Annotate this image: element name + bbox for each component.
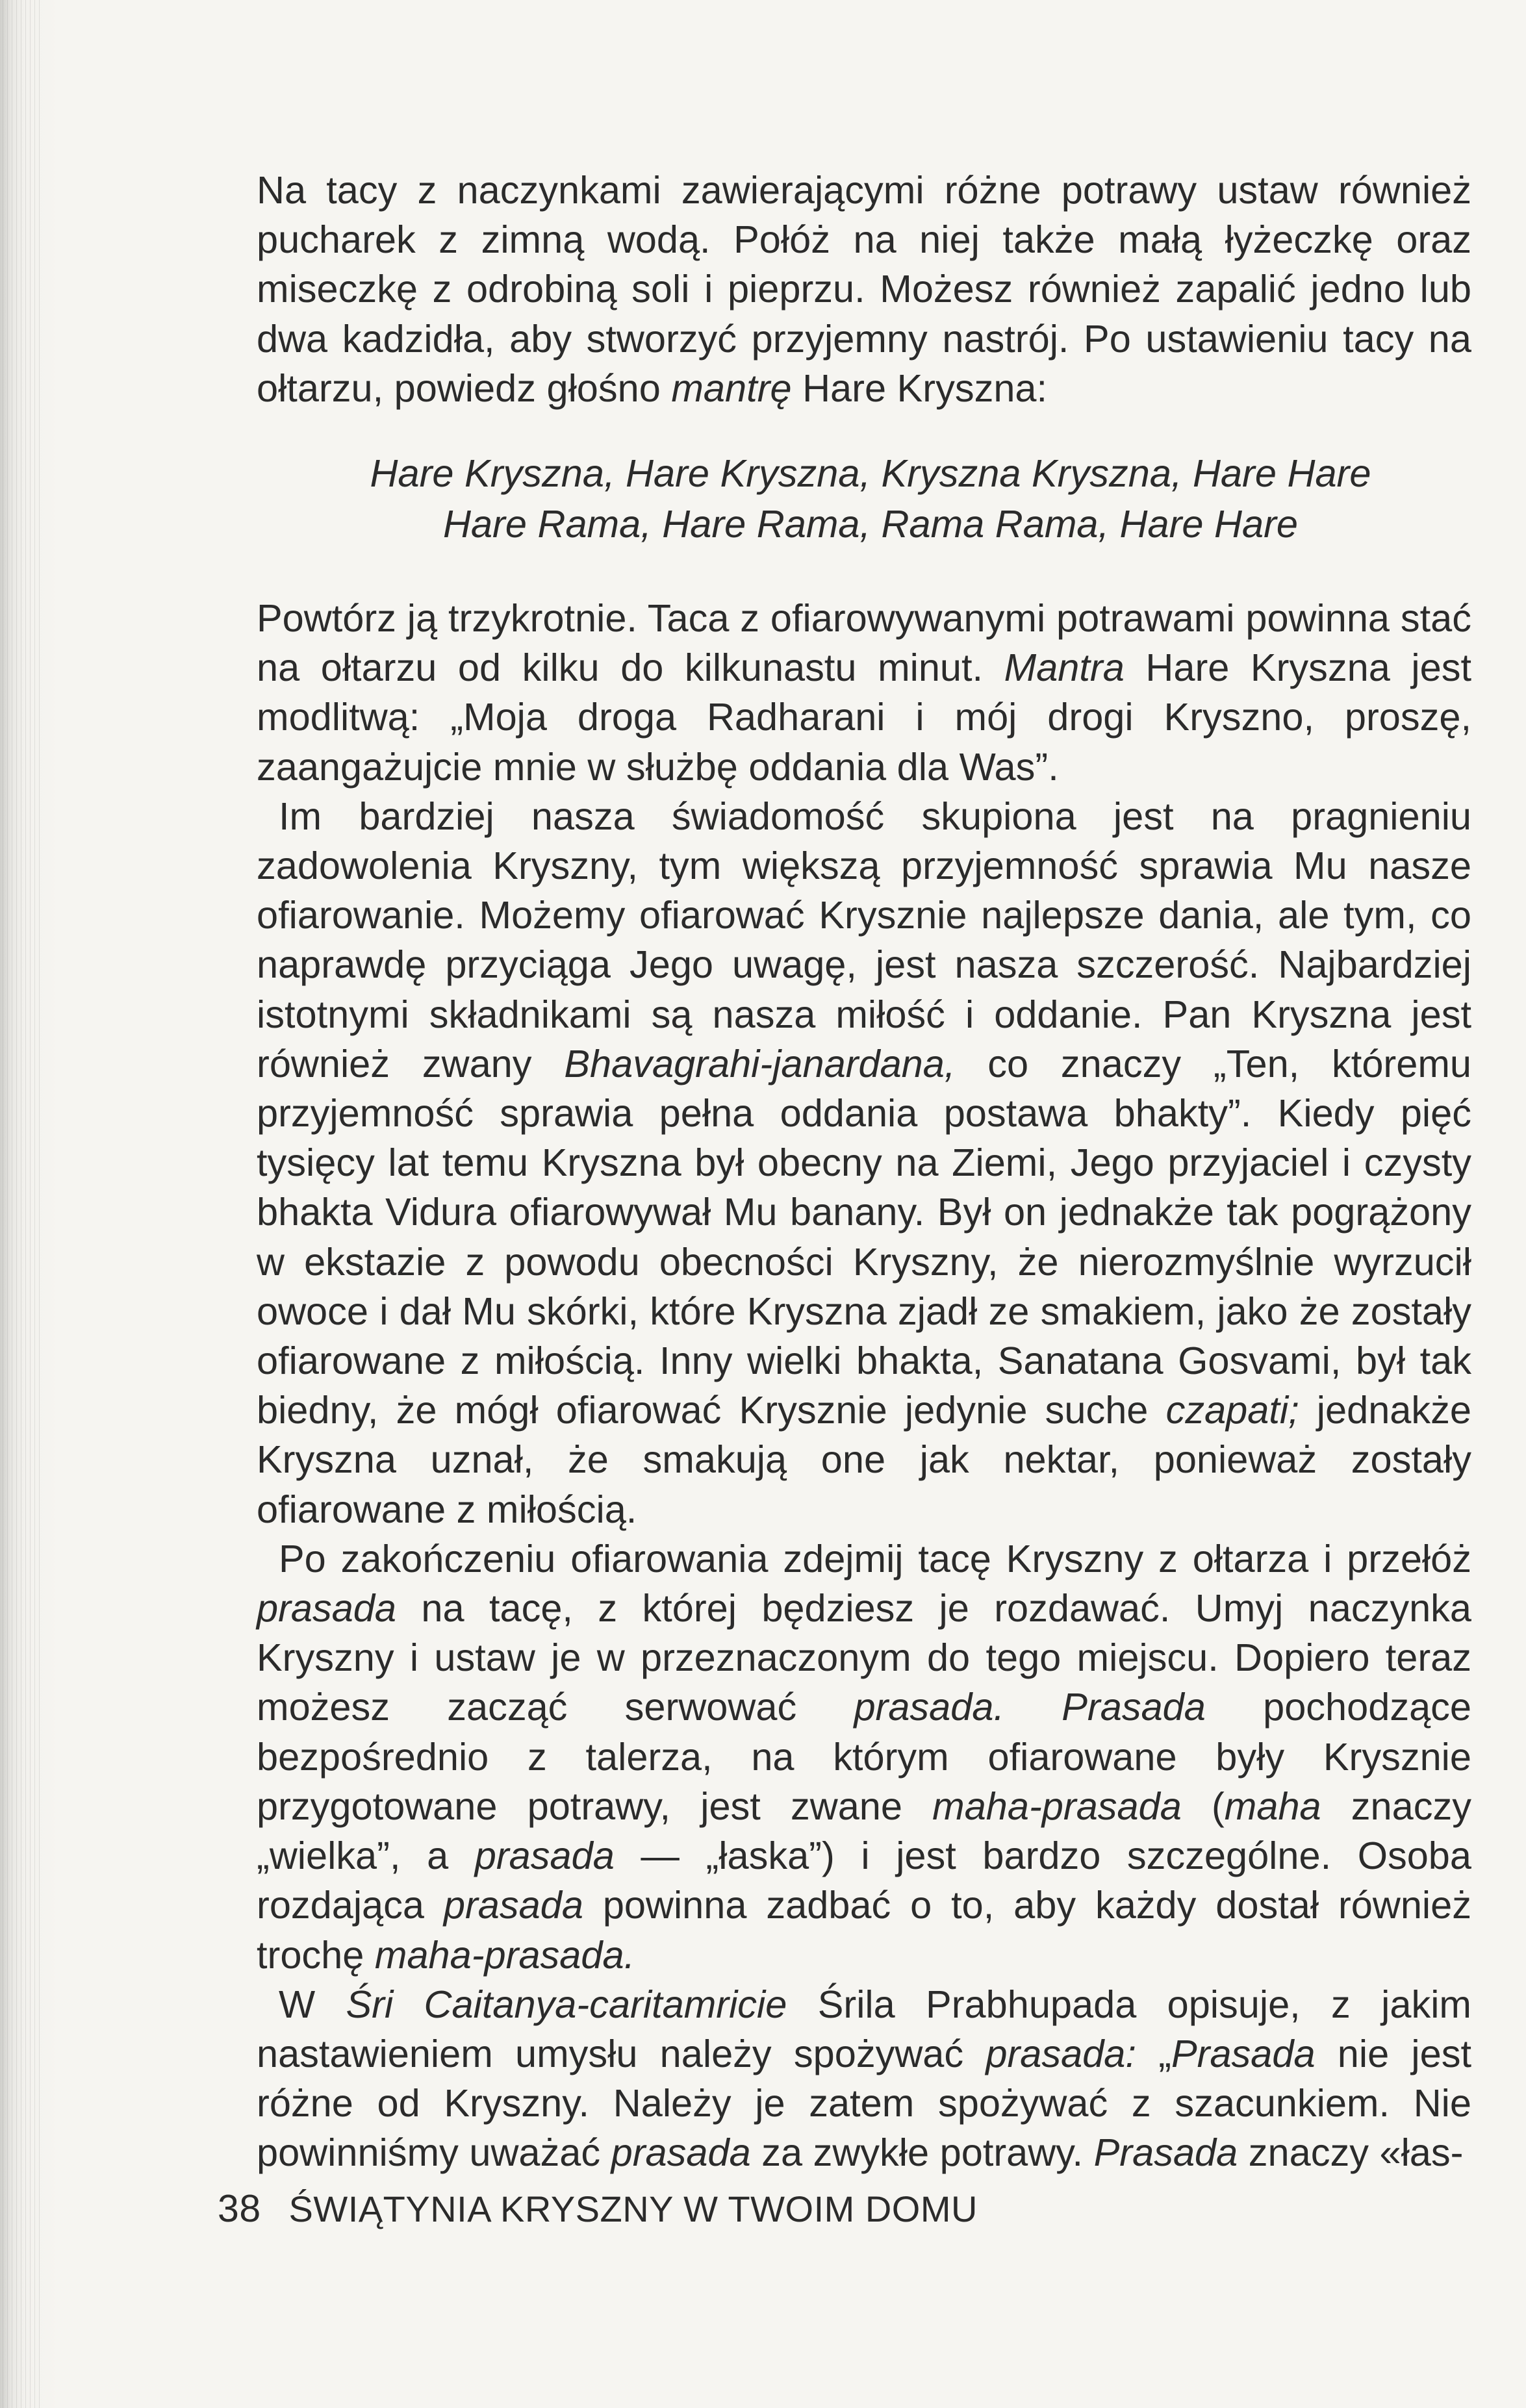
mantra-line-1: Hare Kryszna, Hare Kryszna, Kryszna Kryszna, Hare Hare (370, 451, 1371, 496)
text-run: Na tacy z naczynkami zawierającymi różne potrawy ustaw również pucharek z zimną wodą. Połóż na niej także małą łyżeczkę oraz miseczkę z odrobiną soli i pieprzu. Możesz również zapalić jedno lub dwa kadzidła, aby stworzyć przyjemny nastrój. Po ustawieniu tacy na ołtarzu, powiedz głośno (257, 168, 1471, 410)
intro-section (257, 166, 1471, 413)
text-run: W (279, 1982, 346, 2026)
page-body (257, 166, 1471, 2178)
text-run: Im bardziej nasza świadomość skupiona jest na pragnieniu zadowolenia Kryszny, tym większą przyjemność sprawia Mu nasze ofiarowanie. Możemy ofiarować Krysznie najlepsze dania, ale tym, co naprawdę przyciąga Jego uwagę, jest nasza szczerość. Najbardziej istotnymi składnikami są nasza miłość i oddanie. Pan Kryszna jest również zwany (257, 794, 1471, 1085)
paragraph-p4 (257, 1534, 1471, 1980)
paragraph-p2 (257, 594, 1471, 792)
paragraph-p3 (257, 792, 1471, 1534)
text-run: znaczy «łas- (1238, 2131, 1464, 2175)
paragraph-p5 (257, 1980, 1471, 2178)
mantra-line-2: Hare Rama, Hare Rama, Rama Rama, Hare Hare (442, 502, 1299, 546)
italic-term: Prasada (1093, 2131, 1238, 2175)
italic-term: Prasada (1062, 1685, 1206, 1729)
italic-term: maha-prasada (932, 1784, 1182, 1828)
text-run (1004, 1685, 1062, 1729)
text-run: nie jest różne od Kryszny. Należy je zatem spożywać z szacunkiem. Nie powinniśmy uważać (257, 2031, 1471, 2175)
italic-term: prasada: (986, 2031, 1136, 2075)
text-run: — „łaska”) i jest bardzo szczególne. Osoba rozdająca (257, 1834, 1471, 1927)
paragraph-p1 (257, 166, 1471, 413)
italic-term: mantrę (671, 366, 792, 410)
italic-term: prasada (611, 2131, 751, 2175)
italic-term: Bhavagrahi-janardana, (564, 1041, 956, 1085)
text-run: Po zakończeniu ofiarowania zdejmij tacę Kryszny z ołtarza i przełóż (279, 1536, 1471, 1580)
italic-term: prasada (474, 1834, 615, 1878)
running-title: ŚWIĄTYNIA KRYSZNY W TWOIM DOMU (288, 2188, 978, 2229)
text-run: Hare Kryszna: (791, 366, 1048, 410)
text-run: na tacę, z której będziesz je rozdawać. Umyj naczynka Kryszny i ustaw je w przeznaczonym do tego miejscu. Dopiero teraz możesz zacząć serwować (257, 1586, 1471, 1729)
body-section (257, 594, 1471, 2178)
mantra-block (257, 448, 1471, 550)
binding-shadow (3, 0, 42, 2408)
text-run: Powtórz ją trzykrotnie. Taca z ofiarowywanymi potrawami powinna stać na ołtarzu od kilku do kilkunastu minut. (257, 596, 1471, 690)
text-run: „ (1136, 2031, 1171, 2075)
text-run: za zwykłe potrawy. (750, 2131, 1094, 2175)
italic-term: Mantra (1004, 646, 1125, 690)
text-run: znaczy „wielka”, a (257, 1784, 1471, 1878)
text-run: co znaczy „Ten, któremu przyjemność sprawia pełna oddania postawa bhakty”. Kiedy pięć tysięcy lat temu Kryszna był obecny na Ziemi, Jego przyjaciel i czysty bhakta Vidura ofiarowywał Mu banany. Był on jednakże tak pogrążony w ekstazie z powodu obecności Kryszny, że nierozmyślnie wyrzucił owoce i dał Mu skórki, które Kryszna zjadł ze smakiem, jako że zostały ofiarowane z miłością. Inny wielki bhakta, Sanatana Gosvami, był tak biedny, że mógł ofiarować Krysznie jedynie suche (257, 1041, 1471, 1432)
italic-term: Śri Caitanya-caritamricie (346, 1982, 787, 2026)
text-run: Śrila Prabhupada opisuje, z jakim nastawieniem umysłu należy spożywać (257, 1982, 1471, 2075)
italic-term: prasada. (854, 1685, 1004, 1729)
italic-term: maha (1224, 1784, 1321, 1828)
text-run: Hare Kryszna jest modlitwą: „Moja droga Radharani i mój drogi Kryszno, proszę, zaangażujcie mnie w służbę oddania dla Was”. (257, 646, 1471, 789)
text-run: powinna zadbać o to, aby każdy dostał również trochę (257, 1883, 1471, 1977)
page-number: 38 (218, 2187, 261, 2230)
page-footer (218, 2186, 978, 2231)
text-run: ( (1181, 1784, 1225, 1828)
italic-term: Prasada (1171, 2031, 1316, 2075)
italic-term: maha-prasada. (374, 1933, 635, 1977)
italic-term: prasada (443, 1883, 583, 1927)
text-run: pochodzące bezpośrednio z talerza, na którym ofiarowane były Krysznie przygotowane potrawy, jest zwane (257, 1685, 1472, 1828)
italic-term: prasada (257, 1586, 397, 1630)
text-run: jednakże Kryszna uznał, że smakują one jak nektar, ponieważ zostały ofiarowane z miłością. (257, 1388, 1471, 1531)
italic-term: czapati; (1165, 1388, 1299, 1432)
